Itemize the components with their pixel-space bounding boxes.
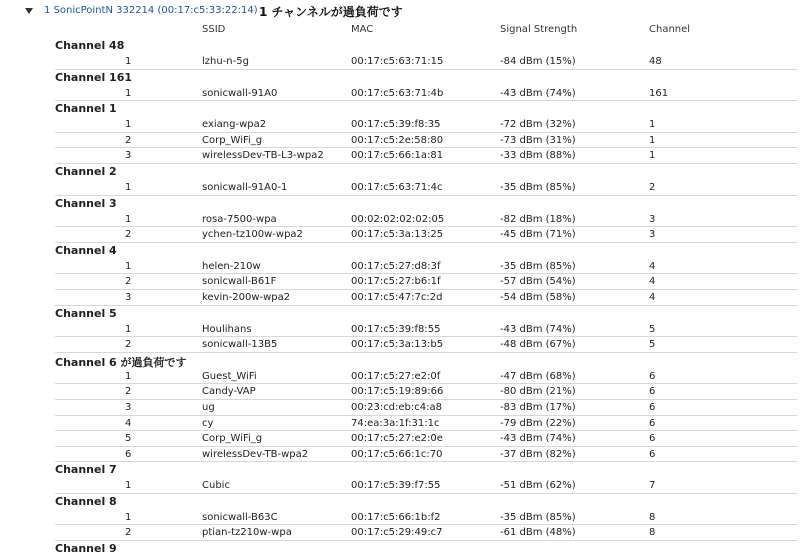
row-index: 4 <box>125 417 132 429</box>
signal-strength-cell: -48 dBm (67%) <box>500 339 576 351</box>
column-header-mac: MAC <box>351 24 374 35</box>
signal-strength-cell: -37 dBm (82%) <box>500 448 576 460</box>
mac-cell: 00:17:c5:27:e2:0e <box>351 433 443 445</box>
signal-strength-cell: -51 dBm (62%) <box>500 480 576 492</box>
channel-cell: 3 <box>649 213 656 225</box>
channel-name: Channel 161 <box>55 70 133 84</box>
channel-name: Channel 4 <box>55 243 117 257</box>
table-row <box>0 416 807 432</box>
mac-cell: 00:17:c5:63:71:4b <box>351 87 444 99</box>
signal-strength-cell: -61 dBm (48%) <box>500 527 576 539</box>
channel-cell: 6 <box>649 417 656 429</box>
table-row <box>0 290 807 306</box>
channel-cell: 6 <box>649 386 656 398</box>
ssid-cell: kevin-200w-wpa2 <box>202 291 291 303</box>
signal-strength-cell: -57 dBm (54%) <box>500 276 576 288</box>
table-row <box>0 337 807 353</box>
table-row <box>0 133 807 149</box>
channel-cell: 1 <box>649 150 656 162</box>
mac-cell: 00:17:c5:39:f8:35 <box>351 119 441 131</box>
mac-cell: 00:23:cd:eb:c4:a8 <box>351 401 442 413</box>
channel-cell: 4 <box>649 291 656 303</box>
channel-group-title <box>0 101 807 117</box>
signal-strength-cell: -35 dBm (85%) <box>500 181 576 193</box>
ssid-cell: ug <box>202 401 215 413</box>
column-header-ssid: SSID <box>202 24 226 35</box>
ssid-cell: exiang-wpa2 <box>202 119 267 131</box>
channel-group-title <box>0 243 807 259</box>
ssid-cell: wirelessDev-TB-L3-wpa2 <box>202 150 324 162</box>
ssid-cell: sonicwall-91A0 <box>202 87 278 99</box>
channel-name: Channel 2 <box>55 164 117 178</box>
ssid-cell: Corp_WiFi_g <box>202 433 263 445</box>
channel-group-label <box>55 244 117 257</box>
mac-cell: 00:17:c5:3a:13:b5 <box>351 339 444 351</box>
channel-cell: 5 <box>649 323 656 335</box>
row-index: 1 <box>125 87 132 99</box>
table-row <box>0 54 807 70</box>
mac-cell: 00:17:c5:19:89:66 <box>351 386 444 398</box>
channel-cell: 2 <box>649 181 656 193</box>
row-index: 1 <box>125 511 132 523</box>
channel-cell: 1 <box>649 134 656 146</box>
device-header <box>0 0 807 22</box>
mac-cell: 00:17:c5:27:b6:1f <box>351 276 441 288</box>
row-index: 2 <box>125 386 132 398</box>
channel-group-title <box>0 541 807 557</box>
signal-strength-cell: -80 dBm (21%) <box>500 386 576 398</box>
row-index: 1 <box>125 119 132 131</box>
ssid-cell: Candy-VAP <box>202 386 256 398</box>
channel-group-title <box>0 164 807 180</box>
row-index: 2 <box>125 339 132 351</box>
channel-name: Channel 6 <box>55 355 117 369</box>
channel-group-title <box>0 306 807 322</box>
ssid-cell: sonicwall-13B5 <box>202 339 278 351</box>
overload-note: 1 チャンネルが過負荷です <box>259 5 403 19</box>
channel-group-title <box>0 38 807 54</box>
mac-cell: 00:17:c5:27:e2:0f <box>351 370 441 382</box>
table-row <box>0 400 807 416</box>
table-row <box>0 322 807 338</box>
ssid-cell: rosa-7500-wpa <box>202 213 277 225</box>
column-header-channel: Channel <box>649 24 691 35</box>
table-row <box>0 212 807 228</box>
table-row <box>0 148 807 164</box>
channel-cell: 7 <box>649 480 656 492</box>
ssid-cell: lzhu-n-5g <box>202 56 249 67</box>
ssid-cell: sonicwall-91A0-1 <box>202 181 288 193</box>
ssid-cell: Corp_WiFi_g <box>202 134 263 146</box>
channel-cell: 161 <box>649 87 669 99</box>
mac-cell: 74:ea:3a:1f:31:1c <box>351 417 440 429</box>
mac-cell: 00:17:c5:3a:13:25 <box>351 229 444 241</box>
channel-group-title <box>0 353 807 369</box>
table-row <box>0 447 807 463</box>
channel-name: Channel 48 <box>55 39 125 52</box>
channel-cell: 5 <box>649 339 656 351</box>
signal-strength-cell: -47 dBm (68%) <box>500 370 576 382</box>
row-index: 3 <box>125 291 132 303</box>
channel-name: Channel 1 <box>55 102 117 116</box>
mac-cell: 00:17:c5:39:f8:55 <box>351 323 441 335</box>
ssid-cell: sonicwall-B63C <box>202 511 278 523</box>
signal-strength-cell: -43 dBm (74%) <box>500 87 576 99</box>
row-index: 3 <box>125 150 132 162</box>
signal-strength-cell: -45 dBm (71%) <box>500 229 576 241</box>
channel-cell: 8 <box>649 527 656 539</box>
channel-group-title <box>0 462 807 478</box>
channel-group-title <box>0 494 807 510</box>
channel-group-label <box>55 495 117 508</box>
row-index: 2 <box>125 134 132 146</box>
row-index: 1 <box>125 370 132 382</box>
row-index: 1 <box>125 480 132 492</box>
mac-cell: 00:02:02:02:02:05 <box>351 213 445 225</box>
mac-cell: 00:17:c5:63:71:15 <box>351 56 444 67</box>
channel-group-label <box>55 542 117 555</box>
channel-groups <box>0 38 807 557</box>
channel-group-label <box>55 71 132 84</box>
signal-strength-cell: -73 dBm (31%) <box>500 134 576 146</box>
row-index: 1 <box>125 323 132 335</box>
channel-name: Channel 7 <box>55 463 117 477</box>
table-row <box>0 86 807 102</box>
channel-group-label <box>55 39 124 52</box>
signal-strength-cell: -82 dBm (18%) <box>500 213 576 225</box>
mac-cell: 00:17:c5:47:7c:2d <box>351 291 443 303</box>
table-row <box>0 478 807 494</box>
table-row <box>0 227 807 243</box>
channel-cell: 3 <box>649 229 656 241</box>
table-row <box>0 510 807 526</box>
column-header-signal-strength: Signal Strength <box>500 24 578 35</box>
row-index: 1 <box>125 181 132 193</box>
ssid-cell: Houlihans <box>202 323 252 335</box>
signal-strength-cell: -35 dBm (85%) <box>500 260 576 272</box>
row-index: 6 <box>125 448 132 460</box>
channel-cell: 4 <box>649 276 656 288</box>
channel-cell: 6 <box>649 401 656 413</box>
table-row <box>0 431 807 447</box>
row-index: 2 <box>125 276 132 288</box>
channel-cell: 6 <box>649 448 656 460</box>
row-index: 2 <box>125 527 132 539</box>
mac-cell: 00:17:c5:27:d8:3f <box>351 260 441 272</box>
row-index: 1 <box>125 56 132 67</box>
signal-strength-cell: -43 dBm (74%) <box>500 433 576 445</box>
signal-strength-cell: -35 dBm (85%) <box>500 511 576 523</box>
channel-group-label <box>55 463 117 476</box>
mac-cell: 00:17:c5:66:1c:70 <box>351 448 443 460</box>
table-row <box>0 180 807 196</box>
mac-cell: 00:17:c5:2e:58:80 <box>351 134 444 146</box>
signal-strength-cell: -43 dBm (74%) <box>500 323 576 335</box>
channel-cell: 48 <box>649 56 662 67</box>
mac-cell: 00:17:c5:29:49:c7 <box>351 527 443 539</box>
channel-name: Channel 8 <box>55 494 117 508</box>
signal-strength-cell: -79 dBm (22%) <box>500 417 576 429</box>
channel-cell: 6 <box>649 433 656 445</box>
ssid-cell: ychen-tz100w-wpa2 <box>202 229 303 241</box>
signal-strength-cell: -54 dBm (58%) <box>500 291 576 303</box>
channel-group-label <box>55 197 117 210</box>
row-index: 3 <box>125 401 132 413</box>
signal-strength-cell: -72 dBm (32%) <box>500 119 576 131</box>
mac-cell: 00:17:c5:63:71:4c <box>351 181 443 193</box>
channel-name: Channel 5 <box>55 306 117 320</box>
collapse-triangle-icon[interactable] <box>25 8 33 14</box>
mac-cell: 00:17:c5:66:1b:f2 <box>351 511 441 523</box>
ssid-cell: helen-210w <box>202 260 261 272</box>
table-row <box>0 525 807 541</box>
ssid-cell: Cubic <box>202 480 230 492</box>
row-index: 5 <box>125 433 132 445</box>
channel-name: Channel 3 <box>55 196 117 210</box>
table-row <box>0 384 807 400</box>
channel-group-title <box>0 196 807 212</box>
channel-cell: 4 <box>649 260 656 272</box>
ssid-cell: ptian-tz210w-wpa <box>202 527 292 539</box>
channel-group-label <box>55 165 117 178</box>
channel-group-title <box>0 70 807 86</box>
table-row <box>0 117 807 133</box>
ssid-cell: wirelessDev-TB-wpa2 <box>202 448 309 460</box>
row-index: 1 <box>125 213 132 225</box>
mac-cell: 00:17:c5:39:f7:55 <box>351 480 441 492</box>
device-link[interactable]: 1 SonicPointN 332214 (00:17:c5:33:22:14) <box>44 5 258 16</box>
channel-cell: 1 <box>649 119 656 131</box>
ssid-cell: sonicwall-B61F <box>202 276 277 288</box>
signal-strength-cell: -83 dBm (17%) <box>500 401 576 413</box>
table-row <box>0 274 807 290</box>
signal-strength-cell: -33 dBm (88%) <box>500 150 576 162</box>
channel-overload-warning: が過負荷です <box>120 355 187 369</box>
signal-strength-cell: -84 dBm (15%) <box>500 56 576 67</box>
row-index: 2 <box>125 229 132 241</box>
table-row <box>0 259 807 275</box>
channel-group-label <box>55 307 117 320</box>
channel-cell: 6 <box>649 370 656 382</box>
mac-cell: 00:17:c5:66:1a:81 <box>351 150 444 162</box>
ssid-cell: cy <box>202 417 214 429</box>
ssid-cell: Guest_WiFi <box>202 370 257 382</box>
channel-name: Channel 9 <box>55 542 117 556</box>
channel-group-label <box>55 102 117 115</box>
channel-group-label <box>55 354 187 370</box>
row-index: 1 <box>125 260 132 272</box>
table-row <box>0 369 807 385</box>
channel-cell: 8 <box>649 511 656 523</box>
